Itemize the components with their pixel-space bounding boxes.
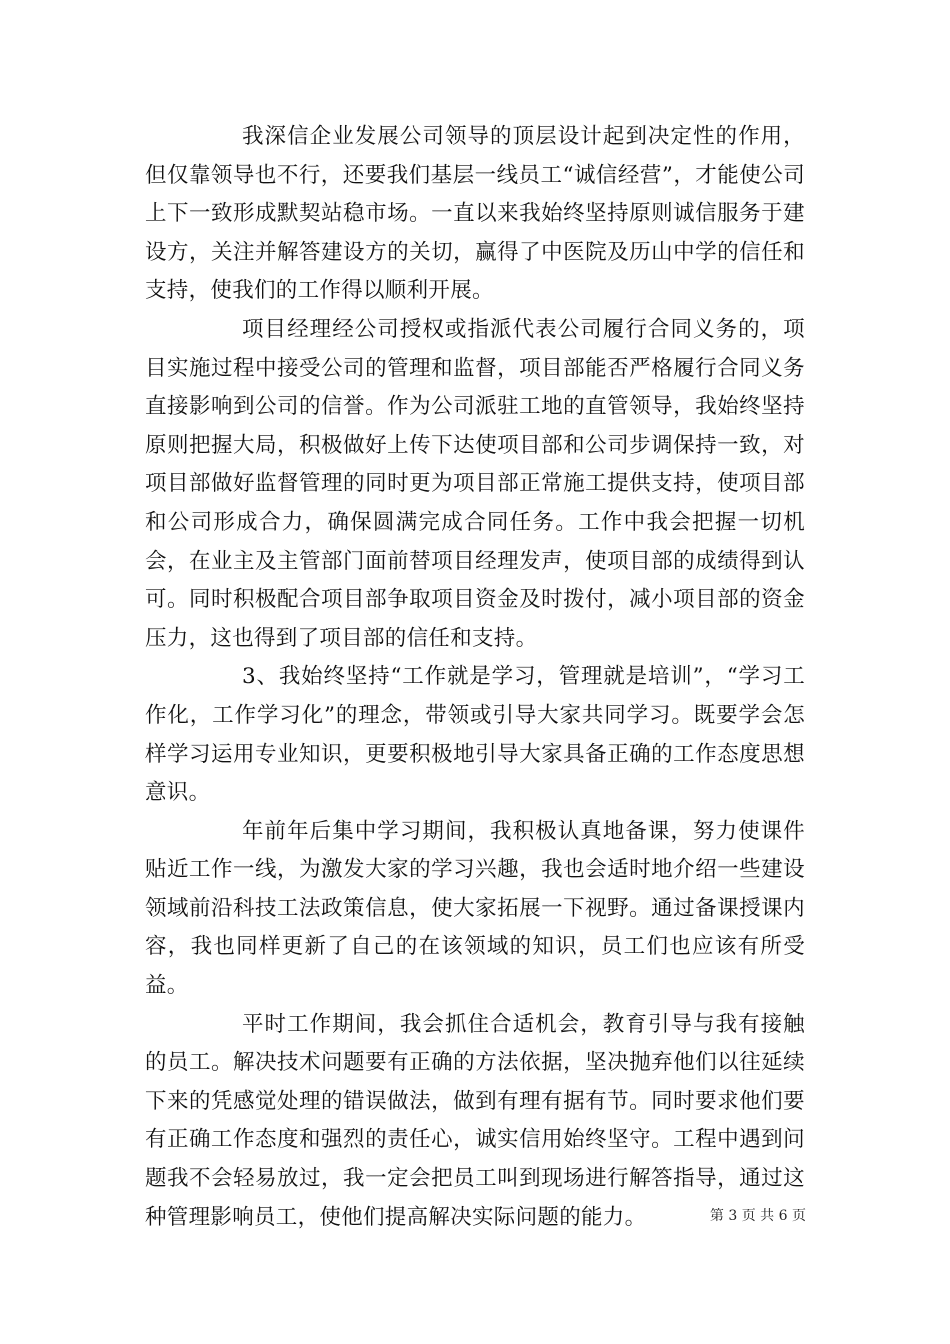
paragraph-5: 平时工作期间，我会抓住合适机会，教育引导与我有接触的员工。解决技术问题要有正确的方法依据，坚决抛弃他们以往延续下来的凭感觉处理的错误做法，做到有理有据有节。同时要求他们要有正确工作态度和强烈的责任心，诚实信用始终坚守。工程中遇到问题我不会轻易放过，我一定会把员工叫到现场进行解答指导，通过这种管理影响员工，使他们提高解决实际问题的能力。 [145,1011,805,1230]
paragraph-1: 我深信企业发展公司领导的顶层设计起到决定性的作用，但仅靠领导也不行，还要我们基层一线员工“诚信经营”，才能使公司上下一致形成默契站稳市场。一直以来我始终坚持原则诚信服务于建设方，关注并解答建设方的关切，赢得了中医院及历山中学的信任和支持，使我们的工作得以顺利开展。 [145,124,805,304]
paragraph-4: 年前年后集中学习期间，我积极认真地备课，努力使课件贴近工作一线，为激发大家的学习兴趣，我也会适时地介绍一些建设领域前沿科技工法政策信息，使大家拓展一下视野。通过备课授课内容，我也同样更新了自己的在该领域的知识，员工们也应该有所受益。 [145,818,805,999]
document-body [145,118,805,1237]
paragraph-3: 3、我始终坚持“工作就是学习，管理就是培训”，“学习工作化，工作学习化”的理念，带领或引导大家共同学习。既要学会怎样学习运用专业知识，更要积极地引导大家具备正确的工作态度思想意识。 [145,664,805,806]
paragraph-2: 项目经理经公司授权或指派代表公司履行合同义务的，项目实施过程中接受公司的管理和监督，项目部能否严格履行合同义务直接影响到公司的信誉。作为公司派驻工地的直管领导，我始终坚持原则把握大局，积极做好上传下达使项目部和公司步调保持一致，对项目部做好监督管理的同时更为项目部正常施工提供支持，使项目部和公司形成合力，确保圆满完成合同任务。工作中我会把握一切机会，在业主及主管部门面前替项目经理发声，使项目部的成绩得到认可。同时积极配合项目部争取项目资金及时拨付，减小项目部的资金压力，这也得到了项目部的信任和支持。 [145,316,805,651]
page-number-footer: 第 3 页 共 6 页 [709,1208,806,1224]
